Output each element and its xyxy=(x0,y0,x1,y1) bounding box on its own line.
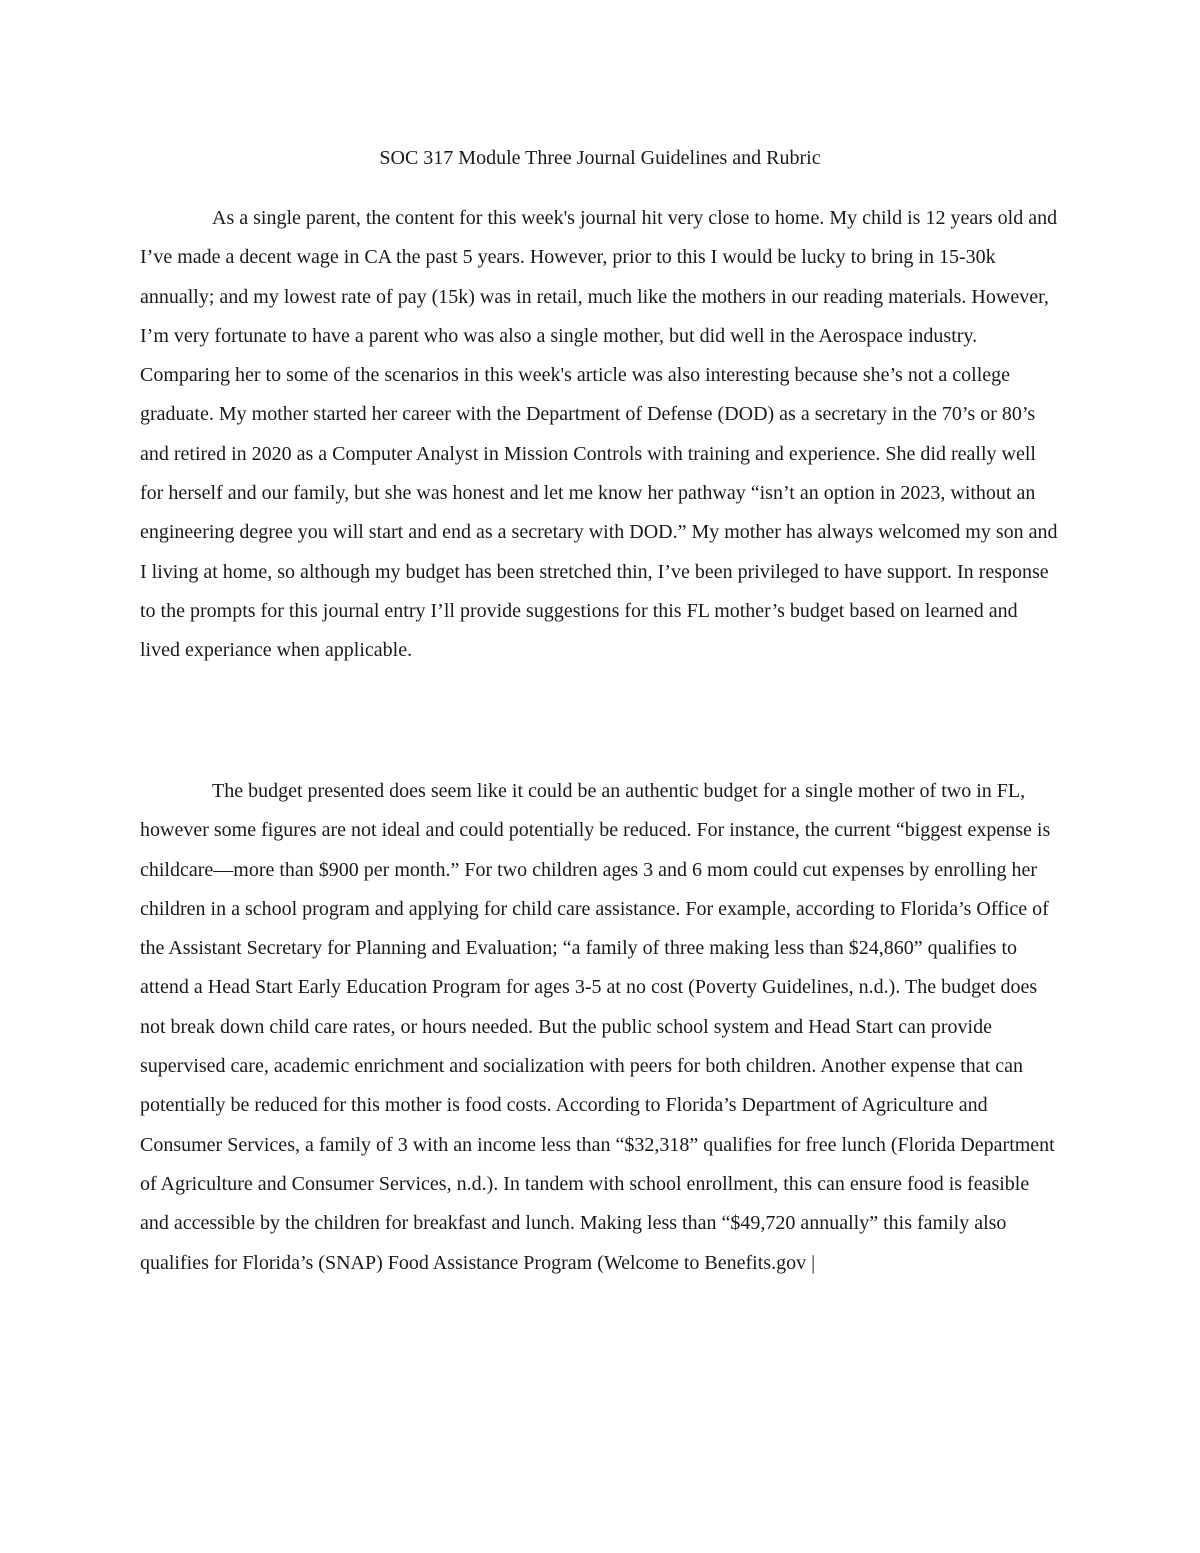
journal-paragraph-1: As a single parent, the content for this week's journal hit very close to home. My child is 12 years old and I’ve made a decent wage in CA the past 5 years. However, prior to this I would be lucky to bring in 15-30k annually; and my lowest rate of pay (15k) was in retail, much like the mothers in our reading materials. However, I’m very fortunate to have a parent who was also a single mother, but did well in the Aerospace industry. Comparing her to some of the scenarios in this week's article was also interesting because she’s not a college graduate. My mother started her career with the Department of Defense (DOD) as a secretary in the 70’s or 80’s and retired in 2020 as a Computer Analyst in Mission Controls with training and experience. She did really well for herself and our family, but she was honest and let me know her pathway “isn’t an option in 2023, without an engineering degree you will start and end as a secretary with DOD.” My mother has always welcomed my son and I living at home, so although my budget has been stretched thin, I’ve been privileged to have support. In response to the prompts for this journal entry I’ll provide suggestions for this FL mother’s budget based on learned and lived experiance when applicable. xyxy=(140,207,1058,662)
document-title: SOC 317 Module Three Journal Guidelines and Rubric xyxy=(379,147,821,169)
journal-paragraph-2: The budget presented does seem like it could be an authentic budget for a single mother of two in FL, however some figures are not ideal and could potentially be reduced. For instance, the current “biggest expense is childcare—more than $900 per month.” For two children ages 3 and 6 mom could cut expenses by enrolling her children in a school program and applying for child care assistance. For example, according to Florida’s Office of the Assistant Secretary for Planning and Evaluation; “a family of three making less than $24,860” qualifies to attend a Head Start Early Education Program for ages 3-5 at no cost (Poverty Guidelines, n.d.). The budget does not break down child care rates, or hours needed. But the public school system and Head Start can provide supervised care, academic enrichment and socialization with peers for both children. Another expense that can potentially be reduced for this mother is food costs. According to Florida’s Department of Agriculture and Consumer Services, a family of 3 with an income less than “$32,318” qualifies for free lunch (Florida Department of Agriculture and Consumer Services, n.d.). In tandem with school enrollment, this can ensure food is feasible and accessible by the children for breakfast and lunch. Making less than “$49,720 annually” this family also qualifies for Florida’s (SNAP) Food Assistance Program (Welcome to Benefits.gov | xyxy=(140,780,1055,1274)
